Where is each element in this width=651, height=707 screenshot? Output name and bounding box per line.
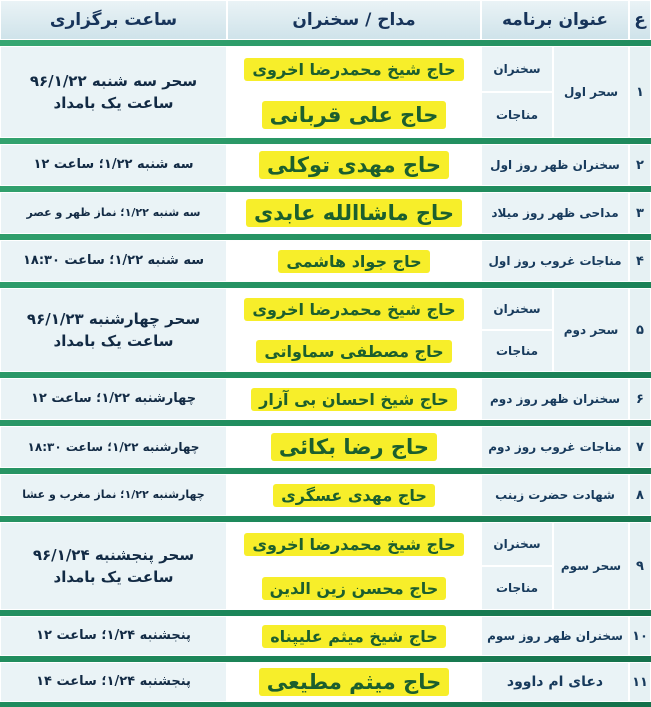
row-number: ۲ <box>629 144 651 186</box>
table-row <box>0 662 651 702</box>
time-cell: چهارشنبه ۱/۲۲؛ ساعت ۱۸:۳۰ <box>0 426 227 468</box>
table-row <box>0 378 651 420</box>
program-title: مداحی ظهر روز میلاد <box>481 192 629 234</box>
header-time: ساعت برگزاری <box>0 0 227 40</box>
row-number: ۱۰ <box>629 616 651 656</box>
speaker-name: حاج مهدی توکلی <box>259 151 449 179</box>
header-row <box>0 0 651 40</box>
speaker-cell <box>227 426 481 468</box>
program-title: سخنران ظهر روز دوم <box>481 378 629 420</box>
time-line: سحر چهارشنبه ۹۶/۱/۲۳ <box>26 310 201 328</box>
time-cell: سه شنبه ۱/۲۲؛ نماز ظهر و عصر <box>0 192 227 234</box>
program-title: سخنران ظهر روز سوم <box>481 616 629 656</box>
program-title: مناجات غروب روز دوم <box>481 426 629 468</box>
speaker-cell <box>227 330 481 372</box>
row-number: ۱ <box>629 46 651 138</box>
program-type: سخنران <box>481 522 553 566</box>
speaker-name: حاج رضا بکائی <box>271 433 437 461</box>
speaker-name: حاج جواد هاشمی <box>278 250 429 273</box>
time-cell <box>0 522 227 610</box>
row-number: ۸ <box>629 474 651 516</box>
speaker-cell <box>227 662 481 702</box>
time-cell <box>0 288 227 372</box>
row-number: ۱۱ <box>629 662 651 702</box>
time-cell: پنجشنبه ۱/۲۴؛ ساعت ۱۴ <box>0 662 227 702</box>
speaker-cell <box>227 522 481 566</box>
time-cell: سه شنبه ۱/۲۲؛ ساعت ۱۲ <box>0 144 227 186</box>
table-row <box>0 616 651 656</box>
row-number: ۵ <box>629 288 651 372</box>
table-row <box>0 46 651 92</box>
time-line: سحر پنجشنبه ۹۶/۱/۲۴ <box>32 546 195 564</box>
row-number: ۷ <box>629 426 651 468</box>
table-row <box>0 288 651 330</box>
program-title: سخنران ظهر روز اول <box>481 144 629 186</box>
speaker-name: حاج شیخ محمدرضا اخروی <box>244 533 463 556</box>
program-title: دعای ام داوود <box>481 662 629 702</box>
speaker-name: حاج محسن زین الدین <box>262 577 447 600</box>
time-cell <box>0 46 227 138</box>
header-speaker: مداح / سخنران <box>227 0 481 40</box>
row-number: ۳ <box>629 192 651 234</box>
speaker-cell <box>227 92 481 138</box>
program-type: مناجات <box>481 92 553 138</box>
table-row <box>0 474 651 516</box>
table-row <box>0 240 651 282</box>
speaker-cell <box>227 378 481 420</box>
program-title: مناجات غروب روز اول <box>481 240 629 282</box>
speaker-name: حاج شیخ احسان بی آزار <box>251 388 457 411</box>
program-title: سحر سوم <box>553 522 629 610</box>
table-row <box>0 144 651 186</box>
program-type: سخنران <box>481 288 553 330</box>
speaker-cell <box>227 616 481 656</box>
speaker-cell <box>227 192 481 234</box>
speaker-cell <box>227 46 481 92</box>
row-number: ۹ <box>629 522 651 610</box>
header-num: ع <box>629 0 651 40</box>
program-title: سحر دوم <box>553 288 629 372</box>
time-cell: چهارشنبه ۱/۲۲؛ ساعت ۱۲ <box>0 378 227 420</box>
table-row <box>0 426 651 468</box>
speaker-name: حاج شیخ میثم علیپناه <box>262 625 446 648</box>
speaker-name: حاج شیخ محمدرضا اخروی <box>244 58 463 81</box>
program-title: سحر اول <box>553 46 629 138</box>
program-type: سخنران <box>481 46 553 92</box>
speaker-name: حاج مصطفی سماواتی <box>256 340 451 363</box>
time-line: ساعت یک بامداد <box>53 568 174 586</box>
speaker-name: حاج میثم مطیعی <box>259 668 450 696</box>
speaker-cell <box>227 144 481 186</box>
table-row <box>0 192 651 234</box>
time-line: ساعت یک بامداد <box>53 332 174 350</box>
speaker-cell <box>227 474 481 516</box>
program-type: مناجات <box>481 330 553 372</box>
speaker-name: حاج علی قربانی <box>262 101 447 129</box>
time-cell: پنجشنبه ۱/۲۴؛ ساعت ۱۲ <box>0 616 227 656</box>
program-type: مناجات <box>481 566 553 610</box>
table-row <box>0 522 651 566</box>
header-title: عنوان برنامه <box>481 0 629 40</box>
speaker-cell <box>227 240 481 282</box>
speaker-name: حاج مهدی عسگری <box>273 484 435 507</box>
time-line: سحر سه شنبه ۹۶/۱/۲۲ <box>29 72 198 90</box>
time-cell: سه شنبه ۱/۲۲؛ ساعت ۱۸:۳۰ <box>0 240 227 282</box>
speaker-name: حاج ماشاالله عابدی <box>246 199 462 227</box>
speaker-name: حاج شیخ محمدرضا اخروی <box>244 298 463 321</box>
speaker-cell <box>227 288 481 330</box>
speaker-cell <box>227 566 481 610</box>
time-line: ساعت یک بامداد <box>53 94 174 112</box>
time-cell: چهارشنبه ۱/۲۲؛ نماز مغرب و عشا <box>0 474 227 516</box>
row-number: ۶ <box>629 378 651 420</box>
program-title: شهادت حضرت زینب <box>481 474 629 516</box>
row-number: ۴ <box>629 240 651 282</box>
